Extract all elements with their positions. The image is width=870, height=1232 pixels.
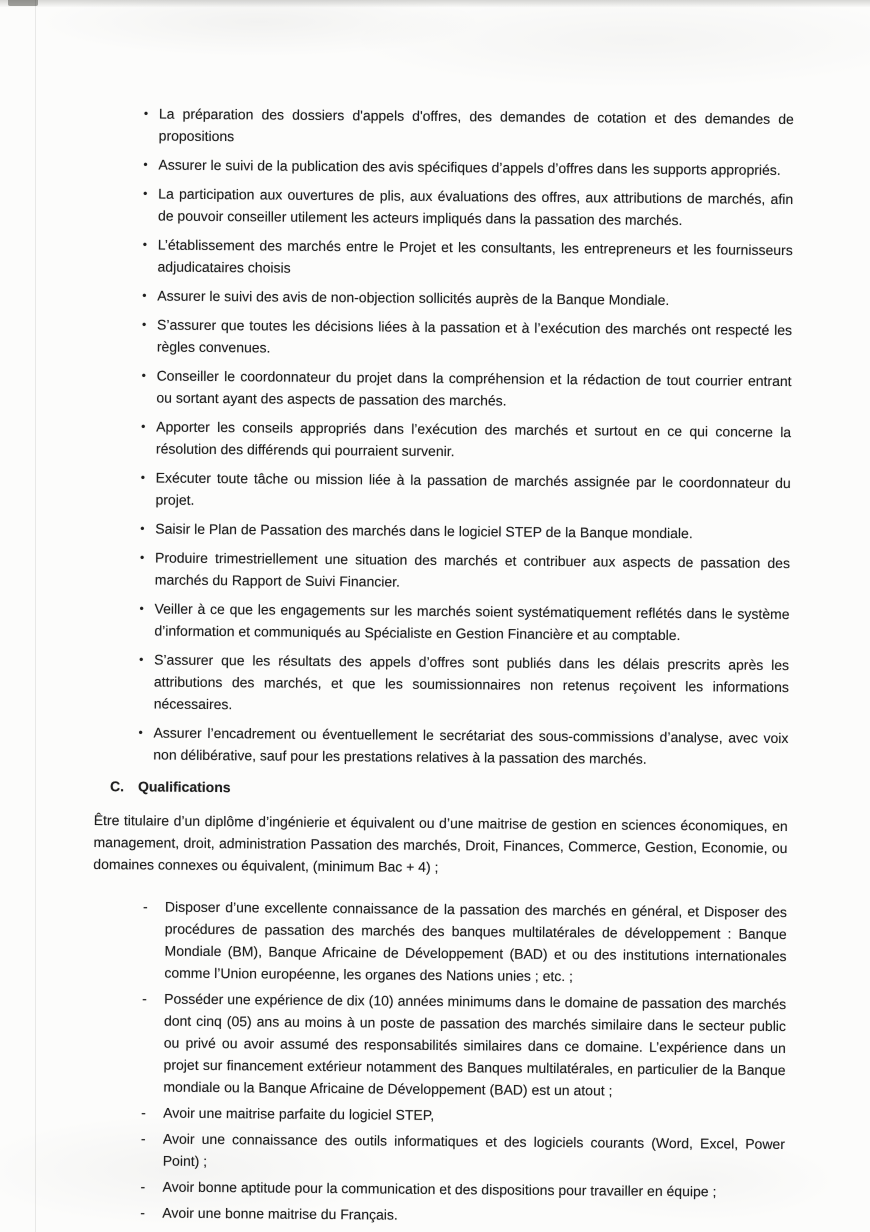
list-item bbox=[97, 364, 791, 414]
bullet-icon: • bbox=[138, 725, 143, 740]
bullet-icon: • bbox=[142, 288, 147, 303]
list-item bbox=[98, 233, 792, 283]
bullet-icon: • bbox=[139, 601, 144, 616]
bullet-icon: • bbox=[140, 521, 145, 536]
duty-text: Saisir le Plan de Passation des marchés dans le logiciel STEP de la Banque mondiale. bbox=[155, 520, 693, 542]
dash-icon: - bbox=[141, 1104, 146, 1121]
duty-text: Apporter les conseils appropriés dans l’exécution des marchés et surtout en ce qui concerne la résolution des différends qui pourraient survenir. bbox=[155, 418, 792, 460]
dash-icon: - bbox=[142, 990, 147, 1007]
dash-icon: - bbox=[142, 898, 148, 915]
duty-text: Assurer l’encadrement ou éventuellement le secrétariat des sous-commissions d’analyse, avec voix non délibérative, sauf pour les prestations relatives à la passation des marchés. bbox=[153, 724, 789, 767]
list-item bbox=[98, 313, 792, 363]
bullet-icon: • bbox=[141, 317, 147, 332]
scan-corner-artifact bbox=[8, 0, 38, 6]
dash-icon: - bbox=[140, 1130, 146, 1147]
bullet-icon: • bbox=[139, 652, 144, 667]
list-item bbox=[100, 102, 794, 152]
requirements-dash-list bbox=[90, 895, 787, 1229]
duty-text: S’assurer que les résultats des appels d’offres sont publiés dans les délais prescrits après les attributions des marchés, et que les soumissionnaires non retenus reçoivent les informations nécessaires. bbox=[153, 651, 790, 713]
dash-icon: - bbox=[140, 1204, 146, 1221]
bullet-icon: • bbox=[139, 550, 145, 565]
duty-text: Produire trimestriellement une situation des marchés et contribuer aux aspects de passation des marchés du Rapport de Suivi Financier. bbox=[154, 549, 791, 590]
bullet-icon: • bbox=[141, 368, 146, 383]
requirement-text: Posséder une expérience de dix (10) années minimums dans le domaine de passation des marchés dont cinq (05) ans au moins à un poste de passation des marchés similaire dans le secteur public ou privé ou avoir assumé des responsabilités similaires dans ce domaine. L’expérience dans un projet sur financement extérieur notamment des Banques multilatérales, en particulier de la Banque mondiale ou la Banque Africaine de Développement (BAD) est un atout ; bbox=[163, 990, 787, 1099]
duty-text: Conseiller le coordonnateur du projet dans la compréhension et la rédaction de tout courrier entrant ou sortant ayant des aspects de passation des marchés. bbox=[156, 367, 792, 409]
list-item bbox=[90, 1175, 784, 1203]
qualifications-intro-paragraph: Être titulaire d’un diplôme d’ingénierie et équivalent ou d’une maitrise de gestion en sciences économiques, en management, droit, administration Passation des marchés, Droit, Finances, Commerce, Gestion, Economie, ou domaines connexes ou équivalent, (minimum Bac + 4) ; bbox=[93, 811, 788, 875]
requirement-text: Avoir une connaissance des outils informatiques et des logiciels courants (Word, Excel, Power Point) ; bbox=[162, 1130, 786, 1169]
document-content bbox=[90, 102, 794, 1232]
bullet-icon: • bbox=[142, 237, 148, 252]
list-item bbox=[92, 895, 787, 989]
list-item bbox=[95, 597, 789, 647]
list-item bbox=[97, 415, 791, 465]
section-title: Qualifications bbox=[137, 778, 231, 796]
bullet-icon: • bbox=[143, 186, 148, 201]
list-item bbox=[99, 153, 793, 181]
list-item bbox=[91, 1127, 785, 1177]
duty-text: L’établissement des marchés entre le Projet et les consultants, les entrepreneurs et les fournisseurs adjudicataires choisis bbox=[157, 236, 793, 276]
scan-top-edge-shadow bbox=[0, 0, 870, 7]
list-item bbox=[95, 648, 790, 720]
bullet-icon: • bbox=[140, 470, 145, 485]
requirement-text: Avoir une maitrise parfaite du logiciel STEP, bbox=[163, 1104, 435, 1123]
dash-icon: - bbox=[140, 1178, 146, 1195]
list-item bbox=[91, 987, 786, 1103]
list-item bbox=[94, 721, 788, 771]
duty-text: Exécuter toute tâche ou mission liée à la passation de marchés assignée par le coordonnateur du projet. bbox=[155, 469, 791, 508]
list-item bbox=[98, 284, 792, 312]
duty-text: La participation aux ouvertures de plis, aux évaluations des offres, aux attributions de marchés, afin de pouvoir conseiller utilement les acteurs impliqués dans la passation des marchés. bbox=[157, 185, 794, 229]
list-item bbox=[91, 1101, 785, 1129]
requirement-text: Avoir bonne aptitude pour la communication et des dispositions pour travailler en équipe ; bbox=[162, 1178, 717, 1200]
requirement-text: Avoir une bonne maitrise du Français. bbox=[162, 1204, 398, 1223]
list-item bbox=[96, 466, 790, 516]
requirement-text: Disposer d’une excellente connaissance de la passation des marchés en général, et Disposer des procédures de passation des marchés des banques multilatérales de développement : Banque Mondiale (BM), Banque Africaine de Développement (BAD) et ou des institutions internationales comme l’Union européenne, les organes des Nations unies ; etc. ; bbox=[164, 898, 788, 985]
duty-text: Veiller à ce que les engagements sur les marchés soient systématiquement reflétés dans le système d’information et communiqués au Spécialiste en Gestion Financière et au comptable. bbox=[154, 600, 790, 644]
list-item bbox=[99, 182, 793, 232]
duty-text: Assurer le suivi de la publication des avis spécifiques d’appels d’offres dans les supports appropriés. bbox=[158, 156, 781, 178]
scan-left-edge-line bbox=[35, 0, 36, 1232]
duty-text: La préparation des dossiers d'appels d'offres, des demandes de cotation et des demandes de propositions bbox=[158, 105, 794, 145]
duty-text: S’assurer que toutes les décisions liées à la passation et à l’exécution des marchés ont respecté les règles convenues. bbox=[156, 316, 793, 356]
list-item bbox=[96, 517, 790, 545]
section-letter: C. bbox=[109, 778, 125, 795]
bullet-icon: • bbox=[141, 419, 146, 434]
bullet-icon: • bbox=[143, 106, 149, 121]
bullet-icon: • bbox=[143, 157, 148, 172]
list-item bbox=[90, 1201, 784, 1229]
qualifications-heading bbox=[110, 775, 788, 803]
duties-bullet-list bbox=[94, 102, 794, 771]
duty-text: Assurer le suivi des avis de non-objection sollicités auprès de la Banque Mondiale. bbox=[157, 287, 670, 308]
list-item bbox=[96, 546, 790, 596]
